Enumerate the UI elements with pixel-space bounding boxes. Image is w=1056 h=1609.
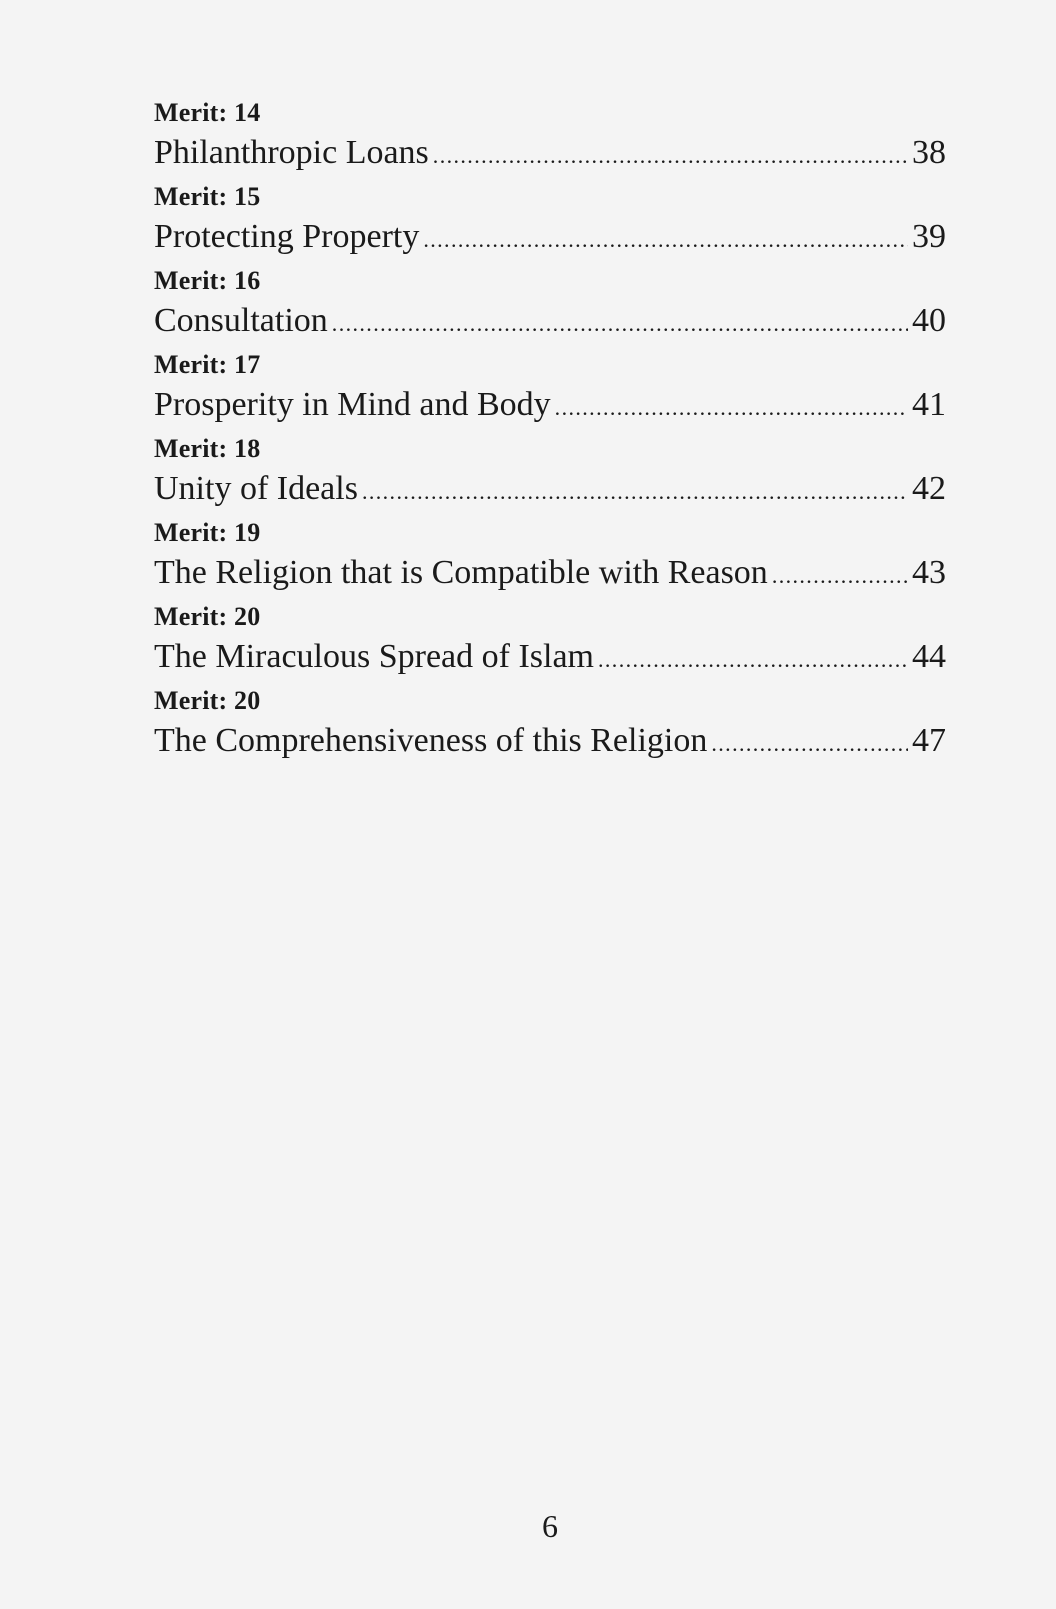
dot-leader xyxy=(598,637,908,683)
toc-title: The Religion that is Compatible with Reason xyxy=(154,554,768,591)
toc-line xyxy=(154,382,946,432)
toc-entry xyxy=(154,96,946,180)
merit-label: Merit: 20 xyxy=(154,686,261,715)
toc-title: The Comprehensiveness of this Religion xyxy=(154,722,708,759)
toc-page-number: 44 xyxy=(912,638,946,675)
toc-title: Unity of Ideals xyxy=(154,470,358,507)
merit-label: Merit: 18 xyxy=(154,434,261,463)
toc-line xyxy=(154,130,946,180)
dot-leader xyxy=(332,301,908,347)
toc-entry xyxy=(154,684,946,768)
merit-label: Merit: 16 xyxy=(154,266,261,295)
page-number: 6 xyxy=(542,1508,558,1544)
toc-page-number: 38 xyxy=(912,134,946,171)
merit-label: Merit: 20 xyxy=(154,602,261,631)
merit-label: Merit: 14 xyxy=(154,98,261,127)
toc-entry xyxy=(154,180,946,264)
toc-entry xyxy=(154,516,946,600)
toc-line xyxy=(154,466,946,516)
toc-page-number: 41 xyxy=(912,386,946,423)
merit-label: Merit: 17 xyxy=(154,350,261,379)
merit-label: Merit: 15 xyxy=(154,182,261,211)
toc-title: Protecting Property xyxy=(154,218,420,255)
toc-title: Philanthropic Loans xyxy=(154,134,429,171)
dot-leader xyxy=(362,469,908,515)
dot-leader xyxy=(772,553,908,599)
table-of-contents xyxy=(154,96,946,768)
toc-title: Consultation xyxy=(154,302,328,339)
toc-page-number: 43 xyxy=(912,554,946,591)
toc-title: The Miraculous Spread of Islam xyxy=(154,638,594,675)
toc-page-number: 47 xyxy=(912,722,946,759)
dot-leader xyxy=(711,721,908,767)
toc-page-number: 39 xyxy=(912,218,946,255)
toc-page-number: 40 xyxy=(912,302,946,339)
toc-line xyxy=(154,214,946,264)
toc-title: Prosperity in Mind and Body xyxy=(154,386,551,423)
toc-entry xyxy=(154,348,946,432)
toc-line xyxy=(154,298,946,348)
toc-line xyxy=(154,550,946,600)
toc-line xyxy=(154,634,946,684)
toc-entry xyxy=(154,432,946,516)
dot-leader xyxy=(433,133,908,179)
merit-label: Merit: 19 xyxy=(154,518,261,547)
dot-leader xyxy=(423,217,908,263)
toc-entry xyxy=(154,600,946,684)
dot-leader xyxy=(555,385,908,431)
toc-page-number: 42 xyxy=(912,470,946,507)
toc-entry xyxy=(154,264,946,348)
toc-line xyxy=(154,718,946,768)
